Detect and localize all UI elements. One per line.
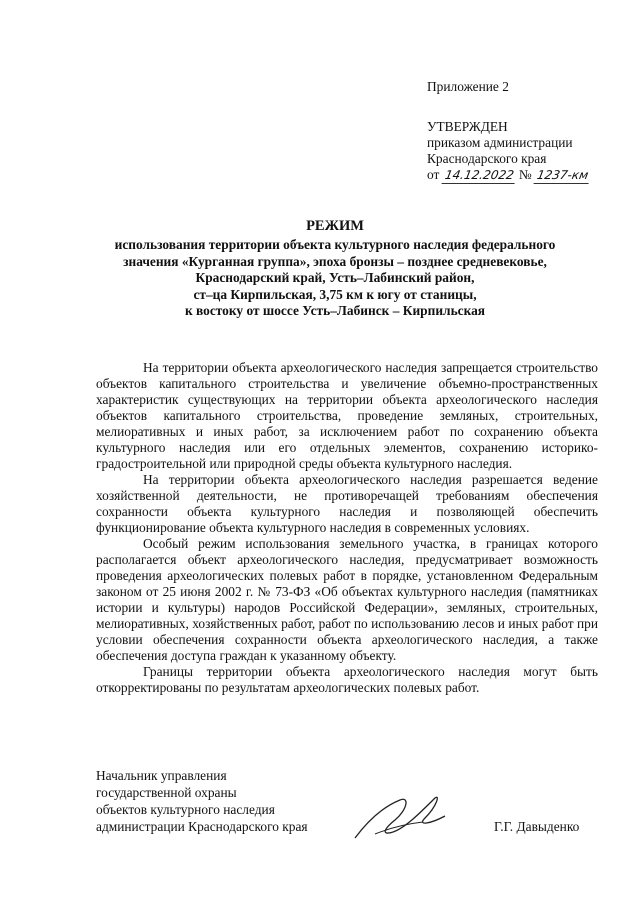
signatory-name: Г.Г. Давыденко (494, 819, 580, 834)
approval-number: 1237-км (533, 167, 591, 184)
title-line: значения «Курганная группа», эпоха бронзы – позднее средневековье, (123, 253, 547, 269)
approval-date: 14.12.2022 (441, 167, 517, 184)
title-line: к востоку от шоссе Усть–Лабинск – Кирпильская (184, 303, 486, 318)
approval-line-2: Краснодарского края (427, 151, 547, 166)
title-line: использования территории объекта культурного наследия федерального (114, 237, 556, 252)
approval-stamp (427, 119, 590, 184)
handwritten-signature (345, 788, 455, 848)
position-line: Начальник управления (96, 768, 227, 783)
position-line: государственной охраны (96, 785, 237, 800)
title-main: РЕЖИМ (306, 218, 364, 234)
title-line: Краснодарский край, Усть–Лабинский район, (195, 270, 475, 285)
approval-line-1: приказом администрации (427, 135, 573, 150)
document-title (40, 218, 630, 320)
paragraph: На территории объекта археологического наследия разрешается ведение хозяйственной деятельности, не противоречащей требованиям обеспечения сохранности объекта культурного наследия и позволяющей обеспечить функционирование объекта культурного наследия в современных условиях. (96, 472, 598, 535)
signatory-position (96, 767, 308, 835)
document-body (96, 360, 598, 696)
number-sign: № (518, 167, 532, 182)
appendix-label: Приложение 2 (427, 79, 509, 94)
paragraph: Особый режим использования земельного участка, в границах которого располагается объект археологического наследия, предусматривает возможность проведения археологических полевых работ в порядке, установленном Федеральным законом от 25 июня 2002 г. № 73-ФЗ «Об объектах культурного наследия (памятниках истории и культуры) народов Российской Федерации», земляных, строительных, мелиоративных, хозяйственных работ, работ по использованию лесов и иных работ при условии обеспечения сохранности объекта археологического наследия, а также обеспечения доступа граждан к указанному объекту. (96, 536, 598, 663)
title-line: ст–ца Кирпильская, 3,75 км к югу от станицы, (193, 286, 477, 302)
paragraph: На территории объекта археологического наследия запрещается строительство объектов капитального строительства и увеличение объемно-пространственных характеристик существующих на территории объекта археологического наследия объектов капитального строительства, проведение земляных, строительных, мелиоративных и иных работ, за исключением работ по сохранению объекта культурного наследия или его отдельных элементов, сохранению историко-градостроительной или природной среды объекта культурного наследия. (96, 360, 598, 471)
paragraph: Границы территории объекта археологического наследия могут быть откорректированы по результатам археологических полевых работ. (96, 664, 598, 695)
position-line: объектов культурного наследия (96, 802, 275, 817)
approval-date-line (427, 167, 590, 184)
date-prefix: от (427, 167, 440, 182)
position-line: администрации Краснодарского края (96, 819, 308, 834)
approval-heading: УТВЕРЖДЕН (427, 119, 508, 134)
